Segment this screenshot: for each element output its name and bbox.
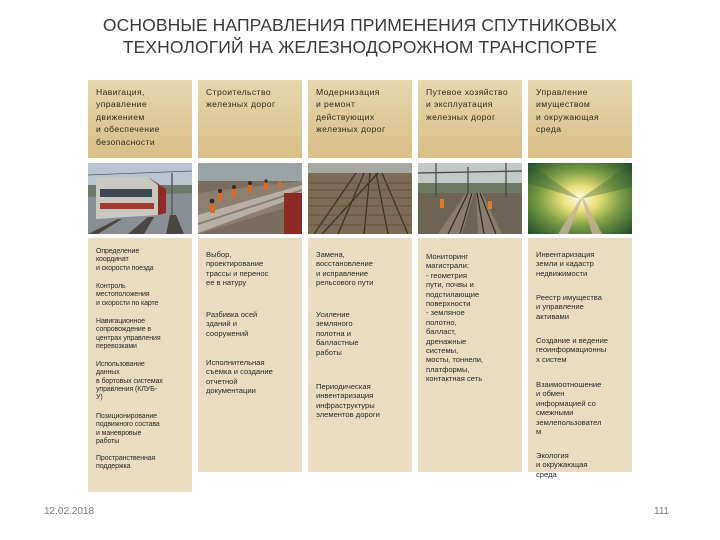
column-property-environment (528, 80, 632, 479)
column-modernization (308, 80, 412, 472)
column-header: Модернизация и ремонт действующих железных дорог (308, 80, 412, 158)
list-item: Экология и окружающая среда (536, 451, 588, 479)
title-line-1: ОСНОВНЫЕ НАПРАВЛЕНИЯ ПРИМЕНЕНИЯ СПУТНИКОВЫХ (102, 15, 618, 35)
column-body (528, 238, 632, 479)
list-item: Мониторинг магистрали: - геометрия пути, почвы и подстилающие поверхности - земляное полотно, балласт, дренажные системы, мосты, тоннели, платформы, контактная сеть (426, 252, 484, 384)
list-item: Позиционирование подвижного состава и маневровые работы (96, 413, 160, 445)
column-construction (198, 80, 302, 472)
list-item: Выбор, проектирование трассы и перенос ее в натуру (206, 250, 269, 288)
list-item: Инвентаризация земли и кадастр недвижимости (536, 250, 595, 278)
list-item: Разбивка осей зданий и сооружений (206, 310, 258, 338)
list-item: Реестр имущества и управление активами (536, 293, 602, 321)
list-item: Создание и ведение геоинформационны х систем (536, 336, 609, 364)
page-number: 111 (654, 506, 670, 517)
track-junction-photo (308, 163, 412, 234)
column-body (418, 238, 522, 472)
list-item: Периодическая инвентаризация инфраструктуры элементов дороги (316, 382, 380, 420)
column-header: Путевое хозяйство и эксплуатация железных дорог (418, 80, 522, 158)
title-line-2: ТЕХНОЛОГИЙ НА ЖЕЛЕЗНОДОРОЖНОМ ТРАНСПОРТЕ (122, 37, 598, 57)
slide-date: 12.02.2018 (44, 506, 95, 517)
train-on-rails-photo (88, 163, 192, 234)
list-item: Усиление земляного полотна и балластные работы (316, 310, 359, 357)
track-construction-workers-photo (198, 163, 302, 234)
list-item: Пространственная поддержка (96, 455, 156, 471)
motion-blur-track-photo (528, 163, 632, 234)
list-item: Контроль местоположения и скорости по карте (96, 283, 159, 307)
column-body (88, 238, 192, 472)
list-item: Определение координат и скорости поезда (96, 248, 154, 272)
column-body (308, 238, 412, 472)
column-header: Строительство железных дорог (198, 80, 302, 158)
column-header: Управление имуществом и окружающая среда (528, 80, 632, 158)
column-track-operations (418, 80, 522, 472)
track-maintenance-photo (418, 163, 522, 234)
column-navigation (88, 80, 192, 472)
page-title (20, 14, 700, 58)
directions-table (88, 80, 634, 479)
column-body-tail (88, 472, 192, 492)
list-item: Использование данных в бортовых системах управления (КЛУБ- У) (96, 361, 163, 402)
list-item: Навигационное сопровождение в центрах управления перевозками (96, 318, 161, 350)
list-item: Взаимоотношение и обмен информацией со смежными землепользовател м (536, 380, 602, 437)
column-header: Навигация, управление движением и обеспечение безопасности (88, 80, 192, 158)
column-body (198, 238, 302, 472)
list-item: Исполнительная съемка и создание отчетной документации (206, 358, 273, 396)
list-item: Замена, восстановление и исправление рельсового пути (316, 250, 374, 288)
